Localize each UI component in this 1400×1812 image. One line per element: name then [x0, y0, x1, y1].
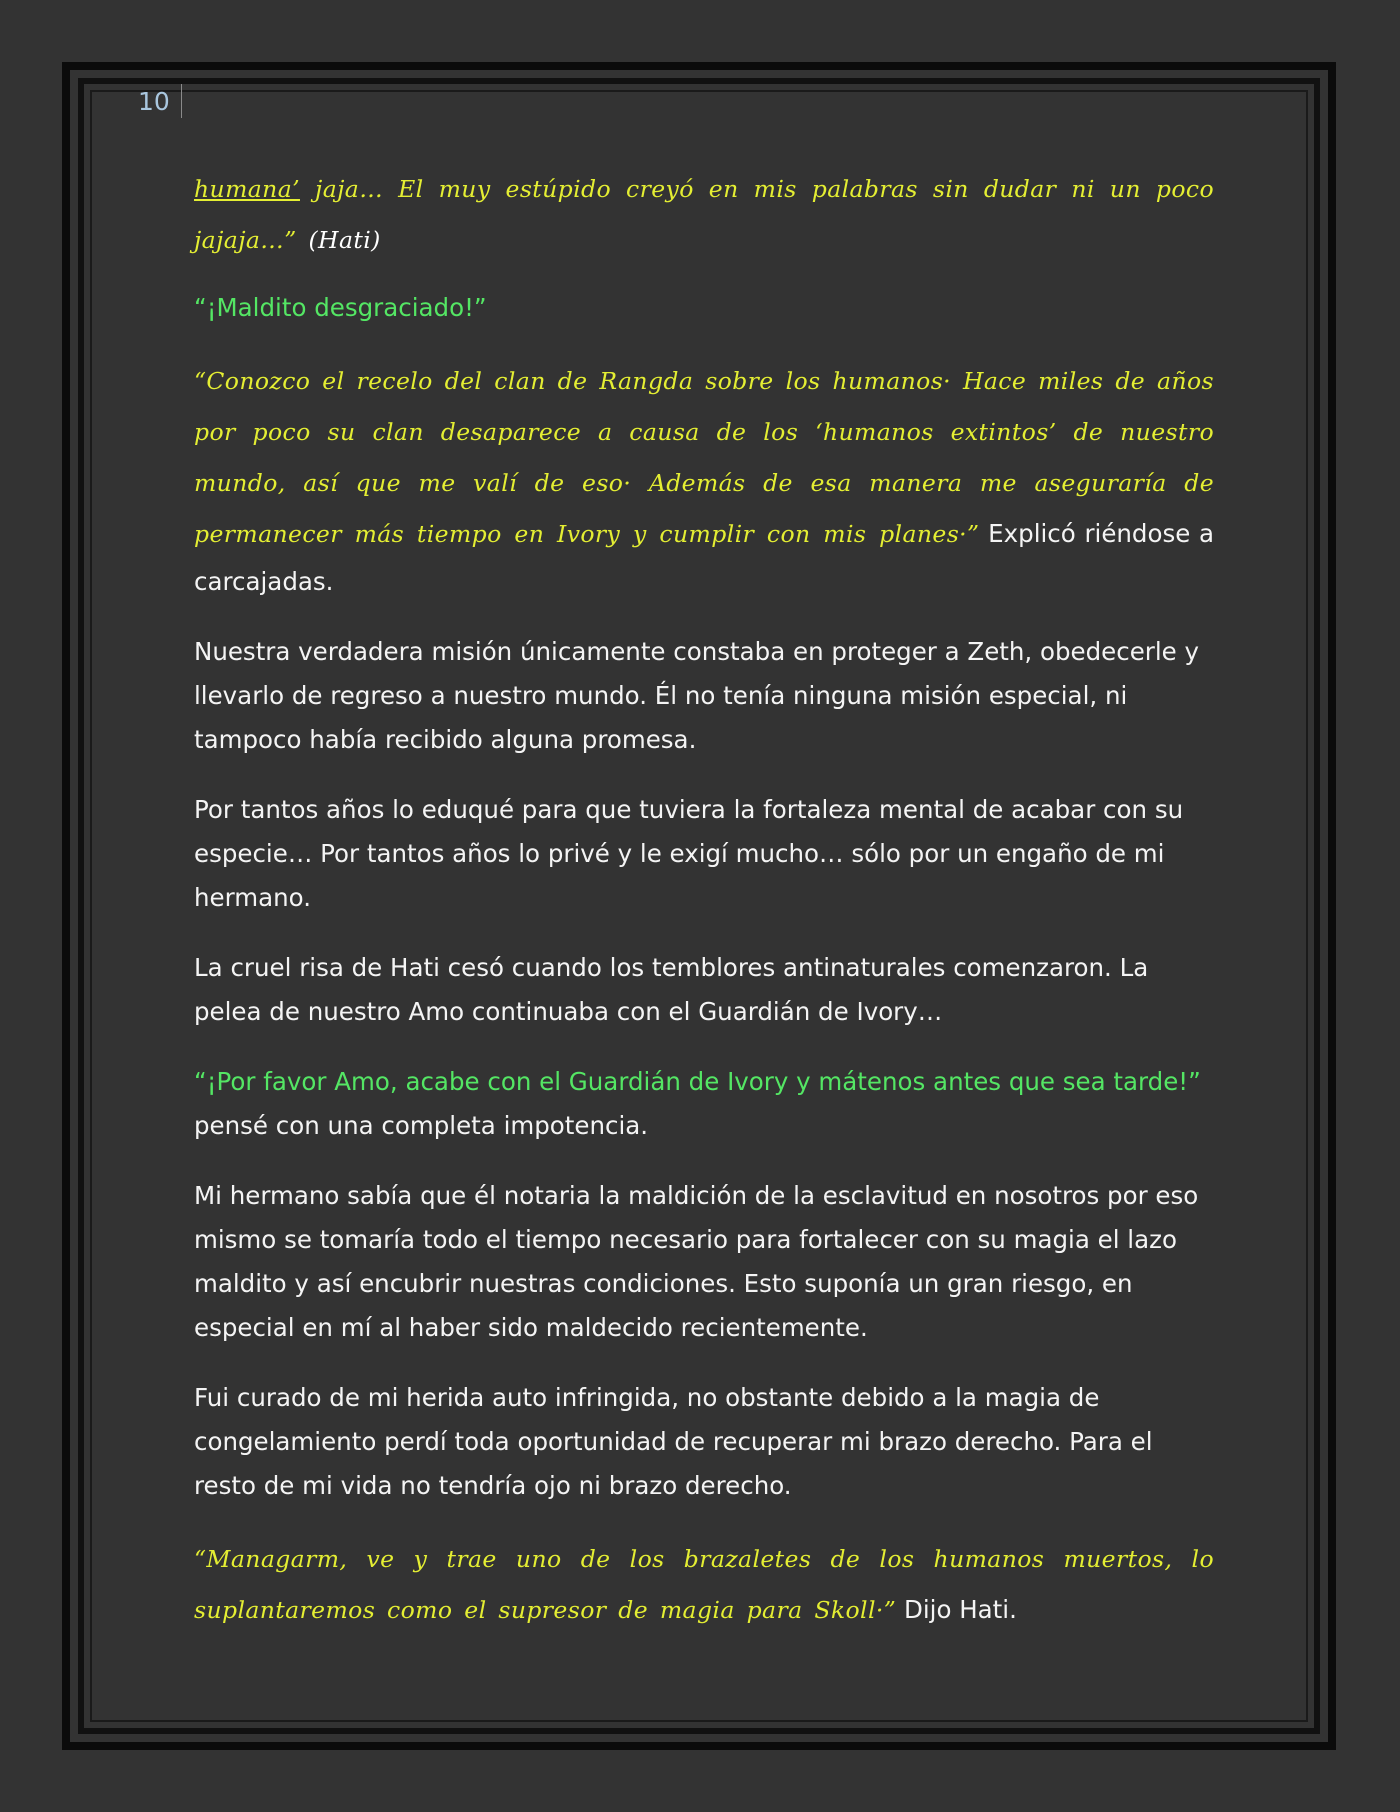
page-number: 10 — [138, 87, 170, 116]
paragraph-1 — [194, 164, 1214, 266]
narration: pensé con una completa impotencia. — [194, 1111, 649, 1140]
paragraph-2 — [194, 286, 1214, 330]
paragraph-4: Nuestra verdadera misión únicamente constaba en proteger a Zeth, obedecerle y llevarlo de regreso a nuestro mundo. Él no tenía ninguna misión especial, ni tampoco había recibido alguna promesa. — [194, 637, 1200, 754]
dialogue-exclamation: “¡Maldito desgraciado!” — [194, 293, 487, 322]
paragraph-10 — [194, 1534, 1214, 1636]
page-number-divider — [181, 84, 182, 118]
paragraph-7 — [194, 1060, 1214, 1148]
paragraph-9: Fui curado de mi herida auto infringida, no obstante debido a la magia de congelamiento perdí toda oportunidad de recuperar mi brazo derecho. Para el resto de mi vida no tendría ojo ni brazo derecho. — [194, 1383, 1153, 1500]
narration: Explicó riéndose a carcajadas. — [194, 519, 1215, 596]
dialogue-hati-order: “Managarm, ve y trae uno de los brazaletes de los humanos muertos, lo suplantaremos como el supresor de magia para Skoll·” — [194, 1545, 1214, 1624]
paragraph-6: La cruel risa de Hati cesó cuando los temblores antinaturales comenzaron. La pelea de nuestro Amo continuaba con el Guardián de Ivory… — [194, 953, 1149, 1026]
page-body — [194, 164, 1214, 1636]
dialogue-hati-explanation: “Conozco el recelo del clan de Rangda sobre los humanos· Hace miles de años por poco su clan desaparece a causa de los ‘humanos extintos’ de nuestro mundo, así que me valí de eso· Además de esa manera me aseguraría de permanecer más tiempo en Ivory y cumplir con mis planes·” — [194, 367, 1214, 548]
dialogue-thought: “¡Por favor Amo, acabe con el Guardián de Ivory y mátenos antes que sea tarde!” — [194, 1067, 1201, 1096]
paragraph-8: Mi hermano sabía que él notaria la maldición de la esclavitud en nosotros por eso mismo se tomaría todo el tiempo necesario para fortalecer con su magia el lazo maldito y así encubrir nuestras condiciones. Esto suponía un gran riesgo, en especial en mí al haber sido maldecido recientemente. — [194, 1181, 1199, 1342]
speaker-tag: (Hati) — [296, 226, 381, 254]
dialogue-underlined: humana’ — [194, 175, 300, 203]
paragraph-5: Por tantos años lo eduqué para que tuviera la fortaleza mental de acabar con su especie… Por tantos años lo privé y le exigí mucho… sólo por un engaño de mi hermano. — [194, 795, 1184, 912]
dialogue-hati: jaja… El muy estúpido creyó en mis palabras sin dudar ni un poco jajaja…” — [194, 175, 1214, 254]
narration: Dijo Hati. — [896, 1595, 1017, 1624]
paragraph-3 — [194, 356, 1214, 604]
